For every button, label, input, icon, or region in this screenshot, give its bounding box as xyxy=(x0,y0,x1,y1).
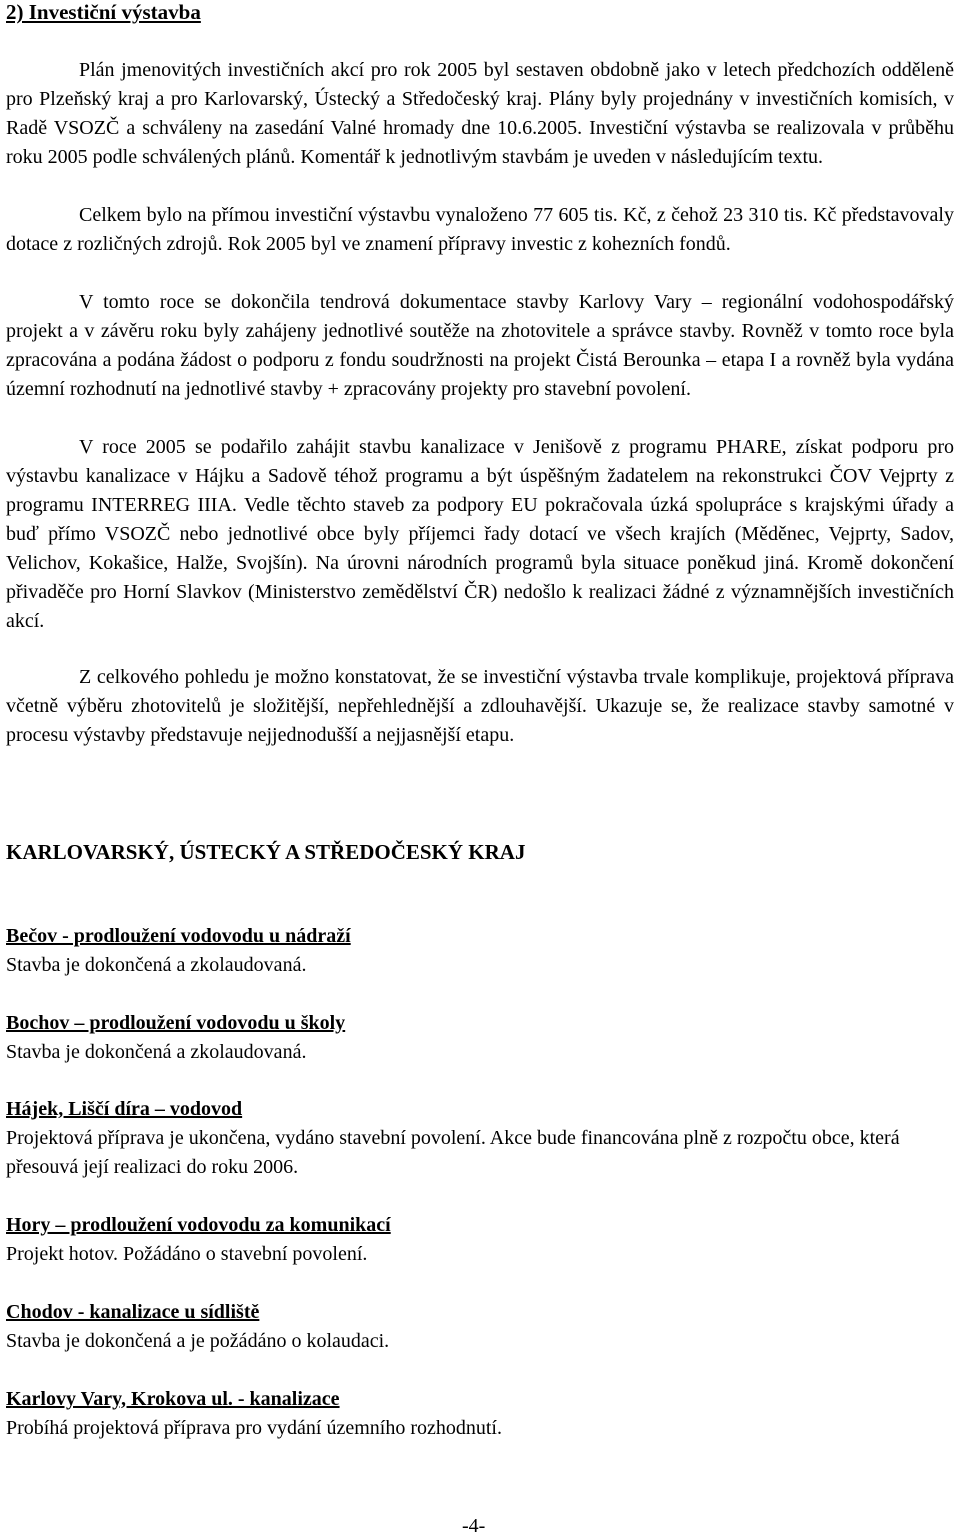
paragraph-summary: Z celkového pohledu je možno konstatovat, že se investiční výstavba trvale komplikuje, projektová příprava včetně výběru zhotovitelů je složitější, nepřehlednější a zdlouhavější. Ukazuje se, že realizace stavby samotné v procesu výstavby představuje nejjednodušší a nejjasnější etapu. xyxy=(6,666,954,746)
project-status: Projekt hotov. Požádáno o stavební povolení. xyxy=(6,1243,368,1265)
project-title: Chodov - kanalizace u sídliště xyxy=(6,1301,260,1323)
project-title: Bochov – prodloužení vodovodu u školy xyxy=(6,1012,346,1034)
project-status: Stavba je dokončená a je požádáno o kolaudaci. xyxy=(6,1330,390,1352)
section-heading: 2) Investiční výstavba xyxy=(6,0,201,24)
paragraph-costs: Celkem bylo na přímou investiční výstavbu vynaloženo 77 605 tis. Kč, z čehož 23 310 tis. Kč představovaly dotace z rozličných zdrojů. Rok 2005 byl ve znamení přípravy investic z kohezních fondů. xyxy=(6,204,954,255)
project-entry xyxy=(6,922,954,980)
project-entry xyxy=(6,1385,954,1443)
project-title: Hájek, Liščí díra – vodovod xyxy=(6,1098,243,1120)
paragraph-eu-programs: V roce 2005 se podařilo zahájit stavbu kanalizace v Jenišově z programu PHARE, získat podporu pro výstavbu kanalizace v Hájku a Sadově téhož programu a být úspěšným žadatelem na rekonstrukci ČOV Vejprty z programu INTERREG IIIA. Vedle těchto staveb za podpory EU pokračovala úzká spolupráce s krajskými úřady a buď přímo VSOZČ nebo jednotlivé obce byly příjemci řady dotací ve všech krajích (Měděnec, Vejprty, Sadov, Velichov, Kokašice, Halže, Svojšín). Na úrovni národních programů byla situace poněkud jiná. Kromě dokončení přivaděče pro Horní Slavkov (Ministerstvo zemědělství ČR) nedošlo k realizaci žádné z významnějších investičních akcí. xyxy=(6,436,954,632)
project-status: Stavba je dokončená a zkolaudovaná. xyxy=(6,1041,307,1063)
project-entry xyxy=(6,1211,954,1269)
project-title: Bečov - prodloužení vodovodu u nádraží xyxy=(6,925,351,947)
project-entry xyxy=(6,1009,954,1067)
page-number: -4- xyxy=(462,1515,486,1537)
region-heading: KARLOVARSKÝ, ÚSTECKÝ A STŘEDOČESKÝ KRAJ xyxy=(6,840,526,864)
project-status: Projektová příprava je ukončena, vydáno stavební povolení. Akce bude financována plně z rozpočtu obce, která přesouvá její realizaci do roku 2006. xyxy=(6,1127,900,1178)
paragraph-intro: Plán jmenovitých investičních akcí pro rok 2005 byl sestaven obdobně jako v letech předchozích odděleně pro Plzeňský kraj a pro Karlovarský, Ústecký a Středočeský kraj. Plány byly projednány v investičních komisích, v Radě VSOZČ a schváleny na zasedání Valné hromady dne 10.6.2005. Investiční výstavba se realizovala v průběhu roku 2005 podle schválených plánů. Komentář k jednotlivým stavbám je uveden v následujícím textu. xyxy=(6,59,954,168)
project-title: Hory – prodloužení vodovodu za komunikací xyxy=(6,1214,391,1236)
project-entry xyxy=(6,1095,954,1182)
paragraph-tender: V tomto roce se dokončila tendrová dokumentace stavby Karlovy Vary – regionální vodohospodářský projekt a v závěru roku byly zahájeny jednotlivé soutěže na zhotovitele a správce stavby. Rovněž v tomto roce byla zpracována a podána žádost o podporu z fondu soudržnosti na projekt Čistá Berounka – etapa I a rovněž byla vydána územní rozhodnutí na jednotlivé stavby + zpracovány projekty pro stavební povolení. xyxy=(6,291,954,400)
project-status: Probíhá projektová příprava pro vydání územního rozhodnutí. xyxy=(6,1417,502,1439)
project-status: Stavba je dokončená a zkolaudovaná. xyxy=(6,954,307,976)
project-entry xyxy=(6,1298,954,1356)
project-title: Karlovy Vary, Krokova ul. - kanalizace xyxy=(6,1388,340,1410)
